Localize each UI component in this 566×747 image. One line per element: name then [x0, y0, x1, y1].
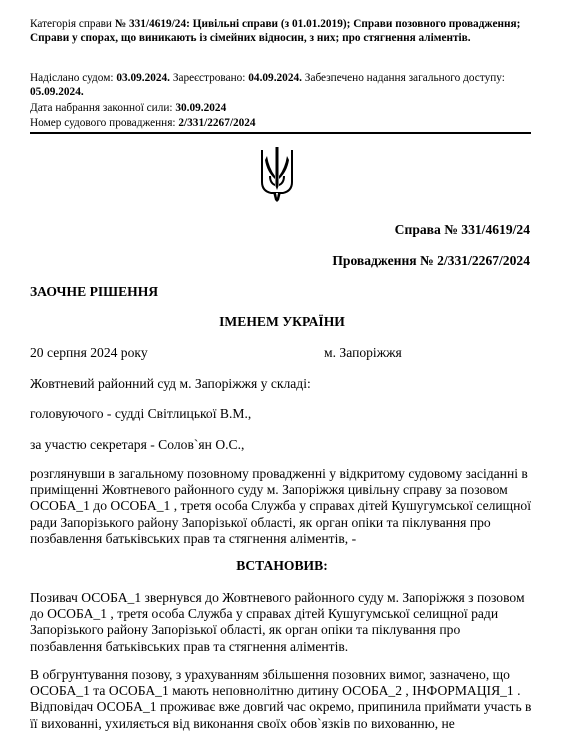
- effective-date: 30.09.2024: [175, 102, 227, 114]
- claim-paragraph: Позивач ОСОБА_1 звернувся до Жовтневого районного суду м. Запоріжжя з позовом до ОСОБА_1 , третя особа Служба у справах дітей Кушугумської селищної ради Запорізького району Запорізької області, як орган опіки та піклування про позбавлення батьківських прав та стягнення аліментів.: [30, 590, 525, 654]
- case-number: Справа № 331/4619/24: [394, 222, 530, 237]
- case-category: [30, 17, 540, 45]
- category-label: Категорія справи: [30, 18, 112, 30]
- decision-type: ЗАОЧНЕ РІШЕННЯ: [30, 284, 159, 299]
- decision-city: м. Запоріжжя: [324, 345, 402, 360]
- sent-date: 03.09.2024.: [116, 72, 171, 84]
- access-label: Забезпечено надання загального доступу:: [304, 72, 505, 84]
- category-value: № 331/4619/24: Цивільні справи (з 01.01.2019); Справи позовного провадження; Справи у спорах, що виникають із сімейних відносин, з них; про стягнення аліментів.: [30, 18, 521, 44]
- court-composition: Жовтневий районний суд м. Запоріжжя у складі:: [30, 376, 311, 391]
- proceeding-number-label: Номер судового провадження:: [30, 117, 176, 129]
- established-heading: ВСТАНОВИВ:: [236, 558, 328, 573]
- effective-date-row: [30, 101, 540, 115]
- proceeding-number-row: [30, 116, 540, 130]
- proceeding-number: Провадження № 2/331/2267/2024: [332, 253, 530, 268]
- in-the-name-of-ukraine: ІМЕНЕМ УКРАЇНИ: [219, 314, 345, 329]
- sent-label: Надіслано судом:: [30, 72, 114, 84]
- presiding-judge: головуючого - судді Світлицької В.М.,: [30, 406, 252, 421]
- registered-date: 04.09.2024.: [248, 72, 302, 84]
- dispatch-info: [30, 71, 540, 99]
- trident-emblem-icon: [259, 146, 295, 202]
- grounds-paragraph: В обгрунтування позову, з урахуванням збільшення позовних вимог, зазначено, що ОСОБА_1 та ОСОБА_1 мають неповнолітню дитину ОСОБА_2 , ІНФОРМАЦІЯ_1 . Відповідач ОСОБА_1 проживає вже довгий час окремо, припинила приймати участь в її вихованні, ухиляється від виконання своїх обов`язків по вихованню, не: [30, 667, 532, 731]
- access-date: 05.09.2024.: [30, 86, 84, 98]
- court-secretary: за участю секретаря - Солов`ян О.С.,: [30, 437, 245, 452]
- consideration-paragraph: розглянувши в загальному позовному провадженні у відкритому судовому засіданні в приміщенні Жовтневого районного суду м. Запоріжжя цивільну справу за позовом ОСОБА_1 до ОСОБА_1 , третя особа Служба у справах дітей Кушугумської селищної ради Запорізького району Запорізької області, як орган опіки та піклування про позбавлення батьківських прав та стягнення аліментів, -: [30, 466, 531, 546]
- effective-date-label: Дата набрання законної сили:: [30, 102, 173, 114]
- decision-date: 20 серпня 2024 року: [30, 345, 148, 360]
- registered-label: Зареєстровано:: [172, 72, 246, 84]
- date-city-row: [30, 345, 534, 361]
- header-divider: [30, 132, 531, 134]
- proceeding-number-value: 2/331/2267/2024: [178, 117, 256, 129]
